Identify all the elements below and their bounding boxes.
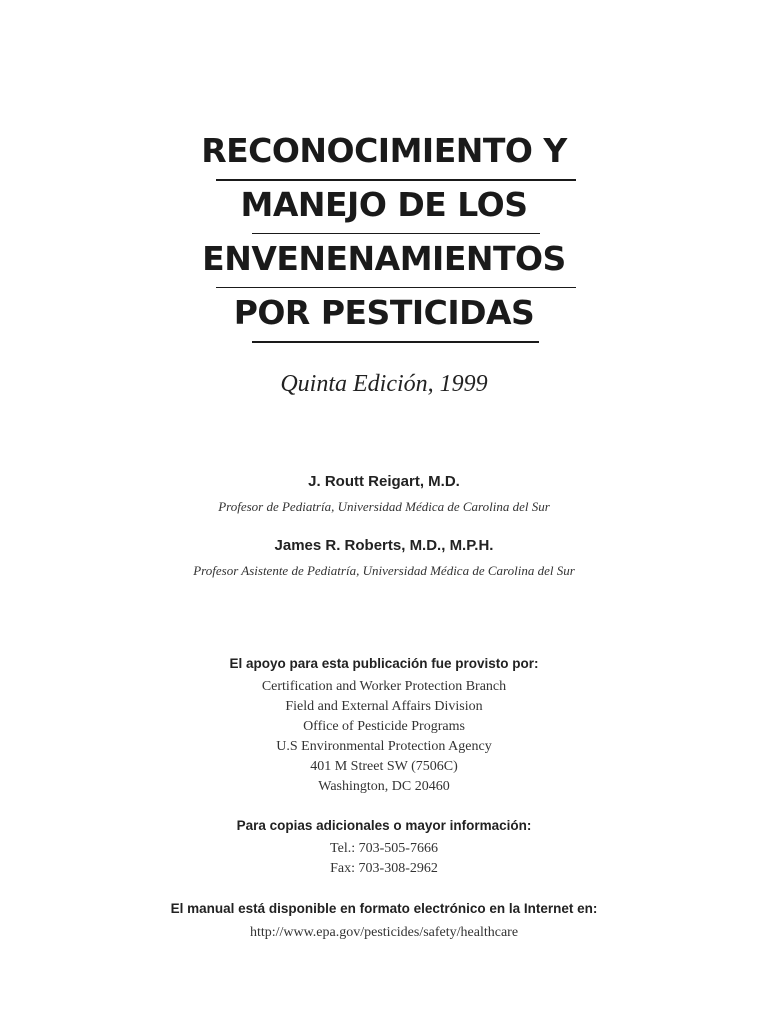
title-rule-1 bbox=[216, 179, 576, 181]
author-name-2: James R. Roberts, M.D., M.P.H. bbox=[274, 537, 494, 554]
url-text: http://www.epa.gov/pesticides/safety/healthcare bbox=[249, 925, 519, 940]
internet-heading: El manual está disponible en formato electrónico en la Internet en: bbox=[170, 901, 598, 916]
title-line-1: RECONOCIMIENTO Y bbox=[201, 131, 567, 170]
title-line-4: POR PESTICIDAS bbox=[233, 293, 535, 332]
author-affiliation-1: Profesor de Pediatría, Universidad Médica de Carolina del Sur bbox=[218, 499, 550, 514]
support-line: 401 M Street SW (7506C) bbox=[310, 759, 458, 774]
support-line: Field and External Affairs Division bbox=[285, 699, 483, 714]
title-line-3: ENVENENAMIENTOS bbox=[202, 239, 566, 278]
author-affiliation-2: Profesor Asistente de Pediatría, Universidad Médica de Carolina del Sur bbox=[193, 563, 575, 578]
support-line: Washington, DC 20460 bbox=[318, 779, 450, 794]
edition-subtitle: Quinta Edición, 1999 bbox=[280, 371, 488, 397]
copies-heading: Para copias adicionales o mayor información: bbox=[236, 818, 532, 833]
support-line: Office of Pesticide Programs bbox=[303, 719, 465, 734]
fax-line: Fax: 703-308-2962 bbox=[330, 861, 438, 876]
support-line: Certification and Worker Protection Branch bbox=[261, 679, 507, 694]
title-rule-2 bbox=[252, 233, 540, 234]
support-address bbox=[0, 677, 768, 797]
phone-line: Tel.: 703-505-7666 bbox=[330, 841, 438, 856]
support-heading: El apoyo para esta publicación fue provisto por: bbox=[229, 656, 539, 671]
title-rule-3 bbox=[216, 287, 576, 288]
support-line: U.S Environmental Protection Agency bbox=[276, 739, 492, 754]
author-name-1: J. Routt Reigart, M.D. bbox=[308, 473, 460, 490]
internet-url bbox=[0, 923, 768, 943]
copies-contact bbox=[0, 839, 768, 879]
title-rule-4 bbox=[252, 341, 539, 343]
title-line-2: MANEJO DE LOS bbox=[240, 185, 528, 224]
